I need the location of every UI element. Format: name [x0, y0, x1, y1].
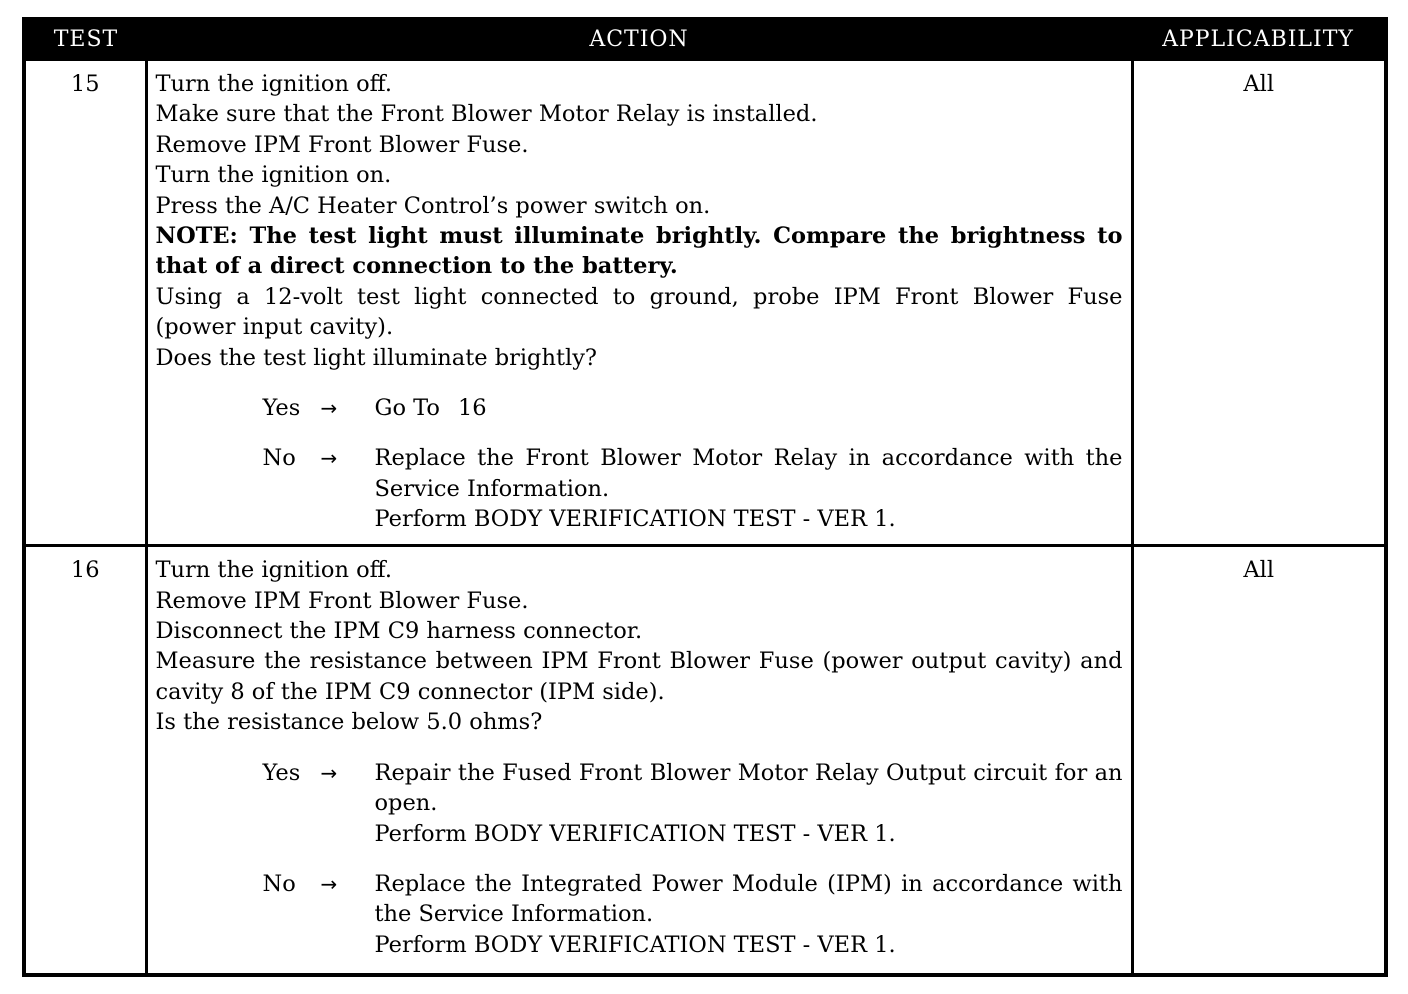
no-label: No [262, 870, 296, 897]
no-result [156, 443, 1123, 534]
header-action: ACTION [146, 21, 1132, 60]
action-step: Using a 12-volt test light connected to ground, probe IPM Front Blower Fuse (power input cavity). [155, 283, 1123, 341]
result-line: Replace the Front Blower Motor Relay in accordance with the Service Information. [374, 445, 1123, 502]
result-line: Perform BODY VERIFICATION TEST - VER 1. [374, 931, 896, 958]
action-step: Turn the ignition off. [155, 71, 392, 97]
action-cell [146, 546, 1132, 973]
result-line: Replace the Integrated Power Module (IPM) in accordance with the Service Information. [374, 870, 1123, 928]
action-step: Disconnect the IPM C9 harness connector. [155, 618, 643, 645]
result-line: Perform BODY VERIFICATION TEST - VER 1. [374, 506, 896, 533]
no-result-body [375, 869, 1123, 960]
right-arrow-icon: → [320, 760, 338, 785]
result-line: Repair the Fused Front Blower Motor Relay Output circuit for an open. [374, 759, 1123, 817]
applicability-value: All [1132, 546, 1384, 973]
right-arrow-icon: → [320, 446, 338, 471]
diagnostic-table [22, 17, 1388, 977]
applicability-value: All [1132, 60, 1384, 546]
action-step: Remove IPM Front Blower Fuse. [155, 587, 529, 614]
right-arrow-icon: → [320, 396, 338, 421]
table-row [26, 60, 1384, 546]
no-label: No [262, 445, 296, 472]
action-cell [146, 60, 1132, 546]
action-step: Turn the ignition on. [155, 162, 392, 189]
action-step: Turn the ignition off. [155, 557, 392, 584]
no-result [156, 869, 1123, 960]
diagnostic-test-table [26, 21, 1384, 973]
action-note: NOTE: The test light must illuminate brightly. Compare the brightness to that of a direct connection to the battery. [155, 223, 1123, 280]
yes-result-body [375, 758, 1123, 849]
yes-label: Yes [262, 759, 301, 786]
test-number: 15 [26, 60, 146, 546]
test-number: 16 [26, 546, 146, 973]
action-step: Remove IPM Front Blower Fuse. [155, 131, 529, 158]
action-question: Does the test light illuminate brightly? [155, 344, 597, 371]
right-arrow-icon: → [320, 871, 338, 896]
no-result-body [375, 443, 1123, 534]
yes-label: Yes [262, 395, 301, 422]
header-applicability: APPLICABILITY [1132, 21, 1384, 60]
result-line: Perform BODY VERIFICATION TEST - VER 1. [374, 820, 896, 847]
header-test: TEST [26, 21, 146, 60]
action-step: Measure the resistance between IPM Front Blower Fuse (power output cavity) and cavity 8 of the IPM C9 connector (IPM side). [155, 648, 1123, 705]
table-row [26, 546, 1384, 973]
yes-result [156, 758, 1123, 849]
action-question: Is the resistance below 5.0 ohms? [155, 709, 543, 736]
yes-result-body [375, 393, 1123, 423]
yes-result [156, 393, 1123, 423]
table-header-row [26, 21, 1384, 60]
action-step: Make sure that the Front Blower Motor Relay is installed. [155, 101, 818, 128]
action-step: Press the A/C Heater Control’s power switch on. [155, 192, 711, 219]
goto-test-link[interactable]: 16 [457, 395, 487, 422]
goto-text: Go To [374, 395, 440, 422]
